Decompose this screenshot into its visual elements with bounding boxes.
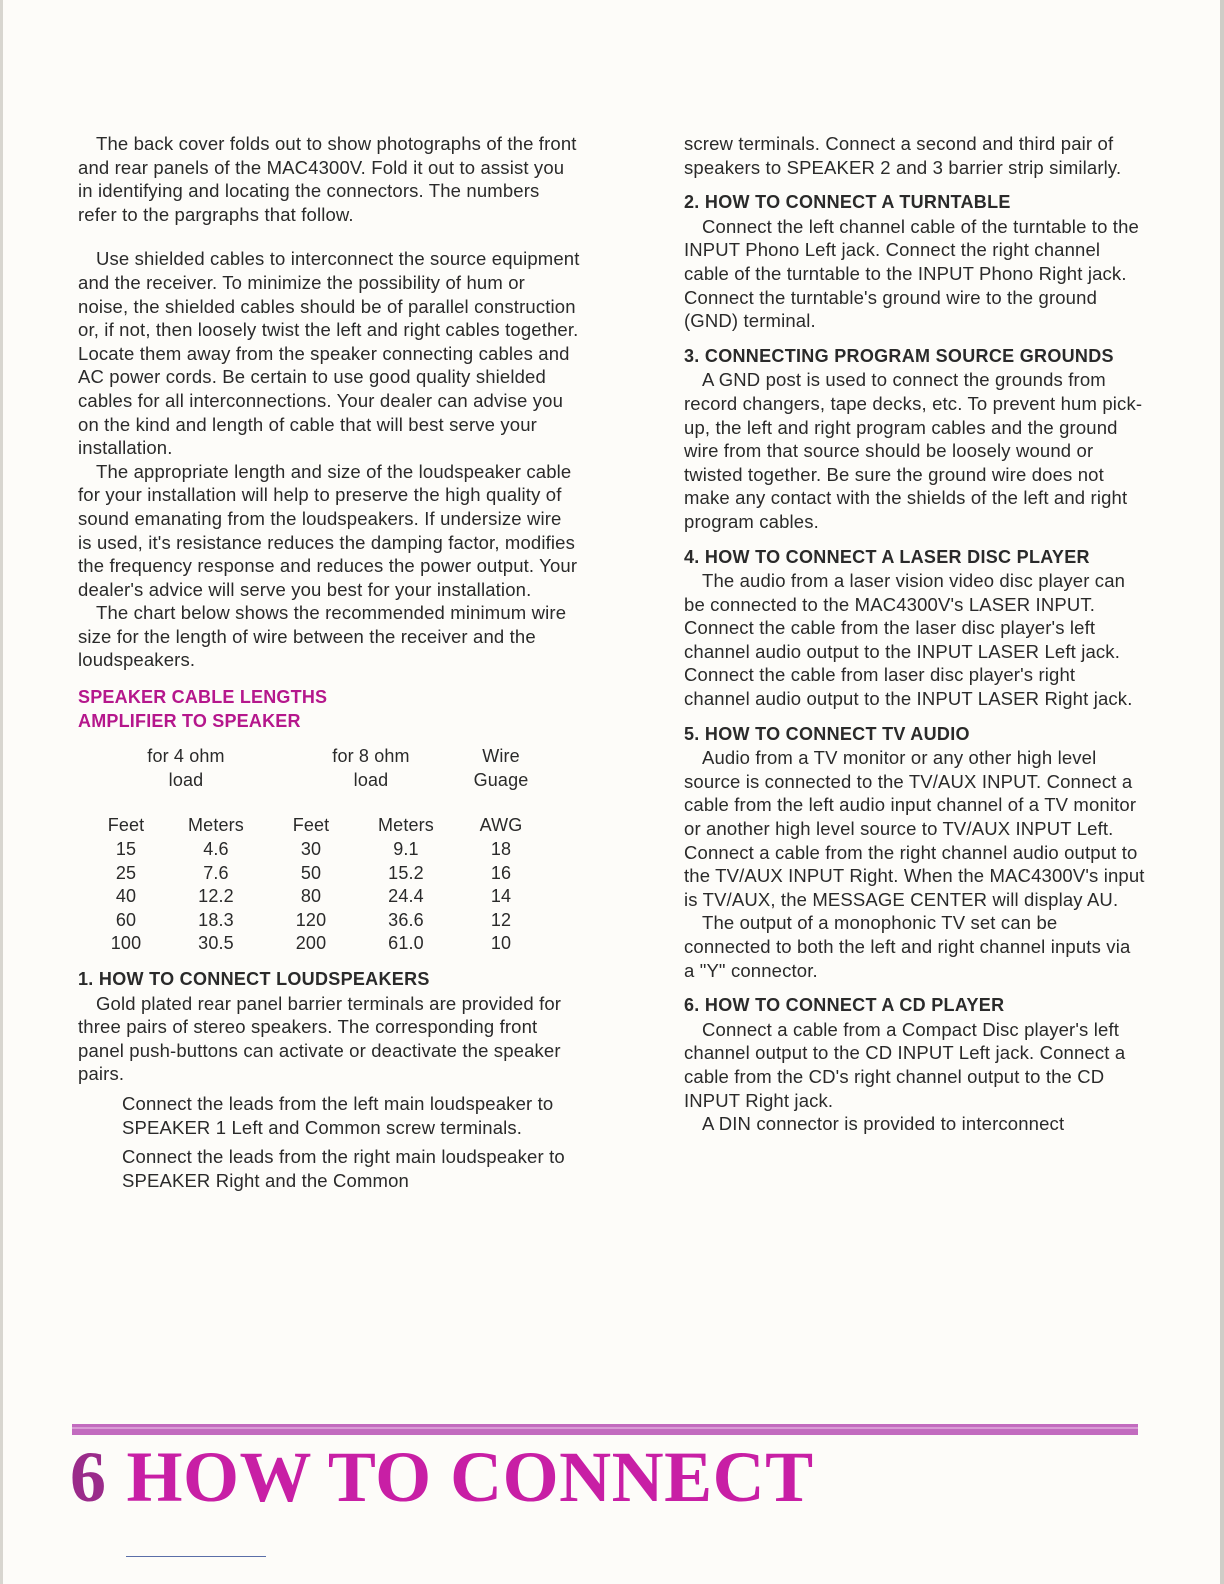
section6-body: Connect a cable from a Compact Disc player's left channel output to the CD INPUT Left jack. Connect a cable from the CD's right channel output to the CD INPUT Right jack. bbox=[684, 1018, 1126, 1111]
loudspeaker-cable-paragraph: The appropriate length and size of the loudspeaker cable for your installation will help to preserve the high quality of sound emanating from the loudspeakers. If undersize wire is used, it's resistance reduces the damping factor, modifies the frequency response and reduces the power output. Your dealer's advice will serve you best for your installation. bbox=[78, 460, 578, 600]
group-header-wire bbox=[466, 745, 536, 792]
section2-body: Connect the left channel cable of the turntable to the INPUT Phono Left jack. Connect the right channel cable of the turntable to the INPUT Phono Right jack. Connect the turntable's ground wire to the ground (GND) terminal. bbox=[684, 215, 1139, 332]
group-header-4ohm-line2: load bbox=[168, 769, 204, 790]
table-cell: 12.2 bbox=[198, 886, 234, 907]
table-cell: 14 bbox=[490, 886, 512, 907]
table-cell: 16 bbox=[490, 862, 512, 883]
table-row bbox=[96, 862, 536, 886]
table-cell: 30.5 bbox=[198, 933, 234, 954]
intro-paragraph: The back cover folds out to show photographs of the front and rear panels of the MAC4300V. Fold it out to assist you in identifying and locating the connectors. The numbers refer to the pargraphs that follow. bbox=[78, 133, 577, 225]
section5-body: Audio from a TV monitor or any other high level source is connected to the TV/AUX INPUT. Connect a cable from the left audio input channel of a TV monitor or another high level source to TV/AUX INPUT Left. Connect a cable from the right channel audio output to the TV/AUX INPUT Right. When the MAC4300V's input is TV/AUX, the MESSAGE CENTER will display AU. bbox=[684, 747, 1145, 910]
section1-continued: screw terminals. Connect a second and third pair of speakers to SPEAKER 2 and 3 barrier strip similarly. bbox=[684, 133, 1122, 178]
table-cell: 80 bbox=[300, 886, 322, 907]
column-header: Meters bbox=[378, 815, 434, 836]
table-cell: 120 bbox=[295, 909, 327, 930]
table-cell: 25 bbox=[115, 862, 137, 883]
table-cell: 200 bbox=[295, 933, 327, 954]
column-header: Feet bbox=[292, 815, 330, 836]
column-header: Meters bbox=[188, 815, 244, 836]
group-header-wire-line1: Wire bbox=[482, 746, 520, 767]
section5-body2: The output of a monophonic TV set can be connected to both the left and right channel inputs via a "Y" connector. bbox=[684, 912, 1131, 981]
section5-heading: 5. HOW TO CONNECT TV AUDIO bbox=[684, 723, 970, 744]
table-row bbox=[96, 838, 536, 862]
footer-title-text: HOW TO CONNECT bbox=[126, 1437, 814, 1517]
section1-body: Gold plated rear panel barrier terminals are provided for three pairs of stereo speakers. The corresponding front panel push-buttons can activate or deactivate the speaker pairs. bbox=[78, 992, 562, 1085]
table-cell: 10 bbox=[490, 933, 512, 954]
table-column-header-row bbox=[96, 814, 536, 838]
speaker-cable-table bbox=[96, 745, 536, 956]
table-row bbox=[96, 909, 536, 933]
section6-heading: 6. HOW TO CONNECT A CD PLAYER bbox=[684, 995, 1005, 1016]
table-cell: 18 bbox=[490, 839, 512, 860]
chart-intro-paragraph: The chart below shows the recommended minimum wire size for the length of wire between the receiver and the loudspeakers. bbox=[78, 602, 567, 671]
section2-heading: 2. HOW TO CONNECT A TURNTABLE bbox=[684, 192, 1011, 213]
column-header: Feet bbox=[107, 815, 145, 836]
table-cell: 100 bbox=[110, 933, 142, 954]
section1-sub2: Connect the leads from the right main loudspeaker to SPEAKER Right and the Common bbox=[122, 1146, 565, 1191]
table-cell: 24.4 bbox=[388, 886, 424, 907]
group-header-8ohm bbox=[276, 745, 466, 792]
cables-paragraph: Use shielded cables to interconnect the source equipment and the receiver. To minimize the possibility of hum or noise, the shielded cables should be of parallel construction or, if not, then loosely twist the left and right cables together. Locate them away from the speaker connecting cables and AC power cords. Be certain to use good quality shielded cables for all interconnections. Your dealer can advise you on the kind and length of cable that will best serve your installation. bbox=[78, 248, 580, 459]
section1-heading: 1. HOW TO CONNECT LOUDSPEAKERS bbox=[78, 969, 430, 989]
table-title-line2: AMPLIFIER TO SPEAKER bbox=[78, 710, 301, 731]
bottom-rule bbox=[126, 1556, 266, 1557]
table-cell: 40 bbox=[115, 886, 137, 907]
section3-heading: 3. CONNECTING PROGRAM SOURCE GROUNDS bbox=[684, 345, 1114, 366]
table-cell: 15 bbox=[115, 839, 137, 860]
section6-body2: A DIN connector is provided to interconnect bbox=[702, 1113, 1065, 1135]
section4-heading: 4. HOW TO CONNECT A LASER DISC PLAYER bbox=[684, 546, 1090, 567]
table-cell: 36.6 bbox=[388, 909, 424, 930]
table-title-line1: SPEAKER CABLE LENGTHS bbox=[78, 687, 328, 708]
table-row bbox=[96, 885, 536, 909]
group-header-4ohm-line1: for 4 ohm bbox=[147, 746, 225, 767]
table-cell: 50 bbox=[300, 862, 322, 883]
section3-body: A GND post is used to connect the grounds from record changers, tape decks, etc. To prevent hum pick-up, the left and right program cables and the ground wire from that source should be loosely wound or twisted together. Be sure the ground wire does not make any contact with the shields of the left and right program cables. bbox=[684, 369, 1143, 532]
group-header-4ohm bbox=[96, 745, 276, 792]
table-row bbox=[96, 932, 536, 956]
table-cell: 61.0 bbox=[388, 933, 424, 954]
table-cell: 7.6 bbox=[203, 862, 229, 883]
page-footer-title bbox=[70, 1434, 814, 1520]
table-cell: 9.1 bbox=[393, 839, 419, 860]
column-header: AWG bbox=[479, 815, 523, 836]
page-number: 6 bbox=[70, 1437, 107, 1517]
table-cell: 30 bbox=[300, 839, 322, 860]
left-column bbox=[78, 132, 580, 1192]
table-cell: 60 bbox=[115, 909, 137, 930]
right-column bbox=[684, 132, 1146, 1136]
table-cell: 15.2 bbox=[388, 862, 424, 883]
table-cell: 18.3 bbox=[198, 909, 234, 930]
section4-body: The audio from a laser vision video disc player can be connected to the MAC4300V's LASER INPUT. Connect the cable from the laser disc player's left channel audio output to the INPUT LASER Left jack. Connect the cable from laser disc player's right channel audio output to the INPUT LASER Right jack. bbox=[684, 570, 1133, 710]
table-group-header-row bbox=[96, 745, 536, 792]
table-cell: 12 bbox=[490, 909, 512, 930]
table-title bbox=[78, 686, 580, 733]
table-cell: 4.6 bbox=[203, 839, 229, 860]
section1-sub1: Connect the leads from the left main loudspeaker to SPEAKER 1 Left and Common screw terminals. bbox=[122, 1092, 554, 1138]
group-header-8ohm-line2: load bbox=[353, 769, 389, 790]
group-header-wire-line2: Guage bbox=[473, 769, 529, 790]
group-header-8ohm-line1: for 8 ohm bbox=[332, 746, 410, 767]
